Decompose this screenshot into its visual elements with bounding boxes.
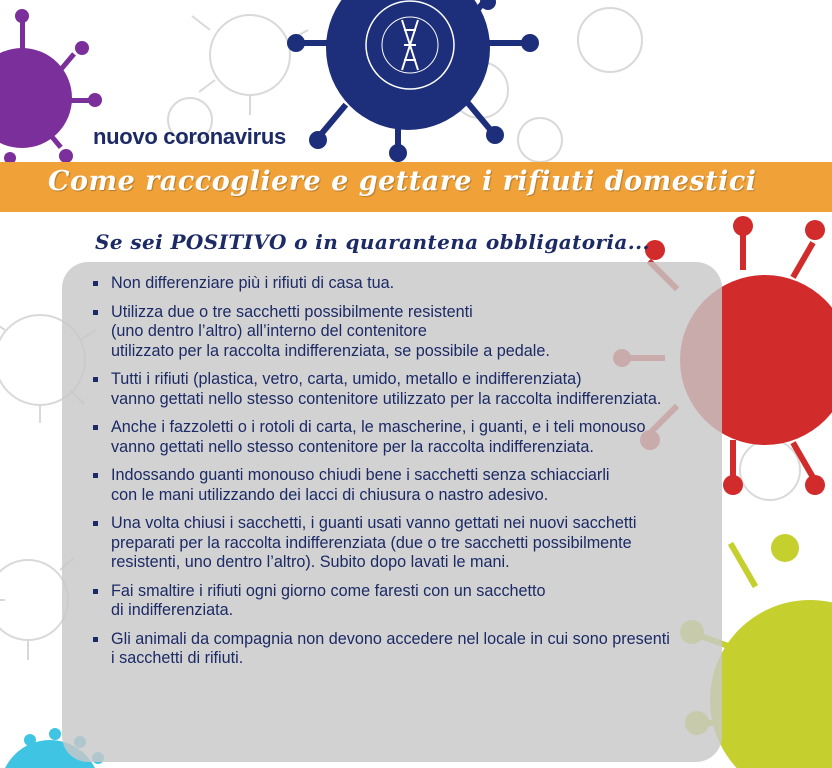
bullet-icon bbox=[93, 425, 98, 430]
item-text: Non differenziare più i rifiuti di casa tua. bbox=[111, 274, 395, 292]
list-item bbox=[93, 514, 713, 573]
list-item bbox=[93, 418, 713, 457]
item-text: Anche i fazzoletti o i rotoli di carta, le mascherine, i guanti, e i teli monouso vanno gettati nello stesso contenitore per la raccolta indifferenziata. bbox=[111, 418, 646, 456]
bullet-icon bbox=[93, 281, 98, 286]
virus-navy bbox=[287, 0, 539, 162]
virus-purple bbox=[0, 9, 102, 164]
list-item bbox=[93, 370, 713, 409]
page-title: Come raccogliere e gettare i rifiuti domestici bbox=[48, 166, 757, 197]
bullet-icon bbox=[93, 310, 98, 315]
bullet-icon bbox=[93, 473, 98, 478]
list-item bbox=[93, 630, 713, 669]
bullet-icon bbox=[93, 589, 98, 594]
item-text: Una volta chiusi i sacchetti, i guanti usati vanno gettati nei nuovi sacchetti preparati per la raccolta indifferenziata (due o tre sacchetti possibilmente resistenti, uno dentro l’altro). Subito dopo lavati le mani. bbox=[111, 514, 637, 571]
topic-label: nuovo coronavirus bbox=[93, 124, 286, 149]
item-text: Gli animali da compagnia non devono accedere nel locale in cui sono presenti i sacchetti di rifiuti. bbox=[111, 629, 670, 667]
item-text: Fai smaltire i rifiuti ogni giorno come faresti con un sacchetto di indifferenziata. bbox=[111, 581, 546, 619]
page-subtitle: Se sei POSITIVO o in quarantena obbligatoria... bbox=[95, 230, 650, 254]
instructions-list bbox=[93, 274, 713, 678]
list-item bbox=[93, 274, 713, 294]
list-item bbox=[93, 582, 713, 621]
item-text: Indossando guanti monouso chiudi bene i sacchetti senza schiacciarli con le mani utilizzando dei lacci di chiusura o nastro adesivo. bbox=[111, 466, 610, 504]
item-text: Utilizza due o tre sacchetti possibilmente resistenti (uno dentro l’altro) all’interno del contenitore utilizzato per la raccolta indifferenziata, se possibile a pedale. bbox=[111, 302, 550, 360]
bullet-icon bbox=[93, 377, 98, 382]
bullet-icon bbox=[93, 521, 98, 526]
item-text: Tutti i rifiuti (plastica, vetro, carta, umido, metallo e indifferenziata) vanno gettati nello stesso contenitore utilizzato per la raccolta indifferenziata. bbox=[111, 370, 662, 408]
bullet-icon bbox=[93, 637, 98, 642]
list-item bbox=[93, 303, 713, 362]
list-item bbox=[93, 466, 713, 505]
